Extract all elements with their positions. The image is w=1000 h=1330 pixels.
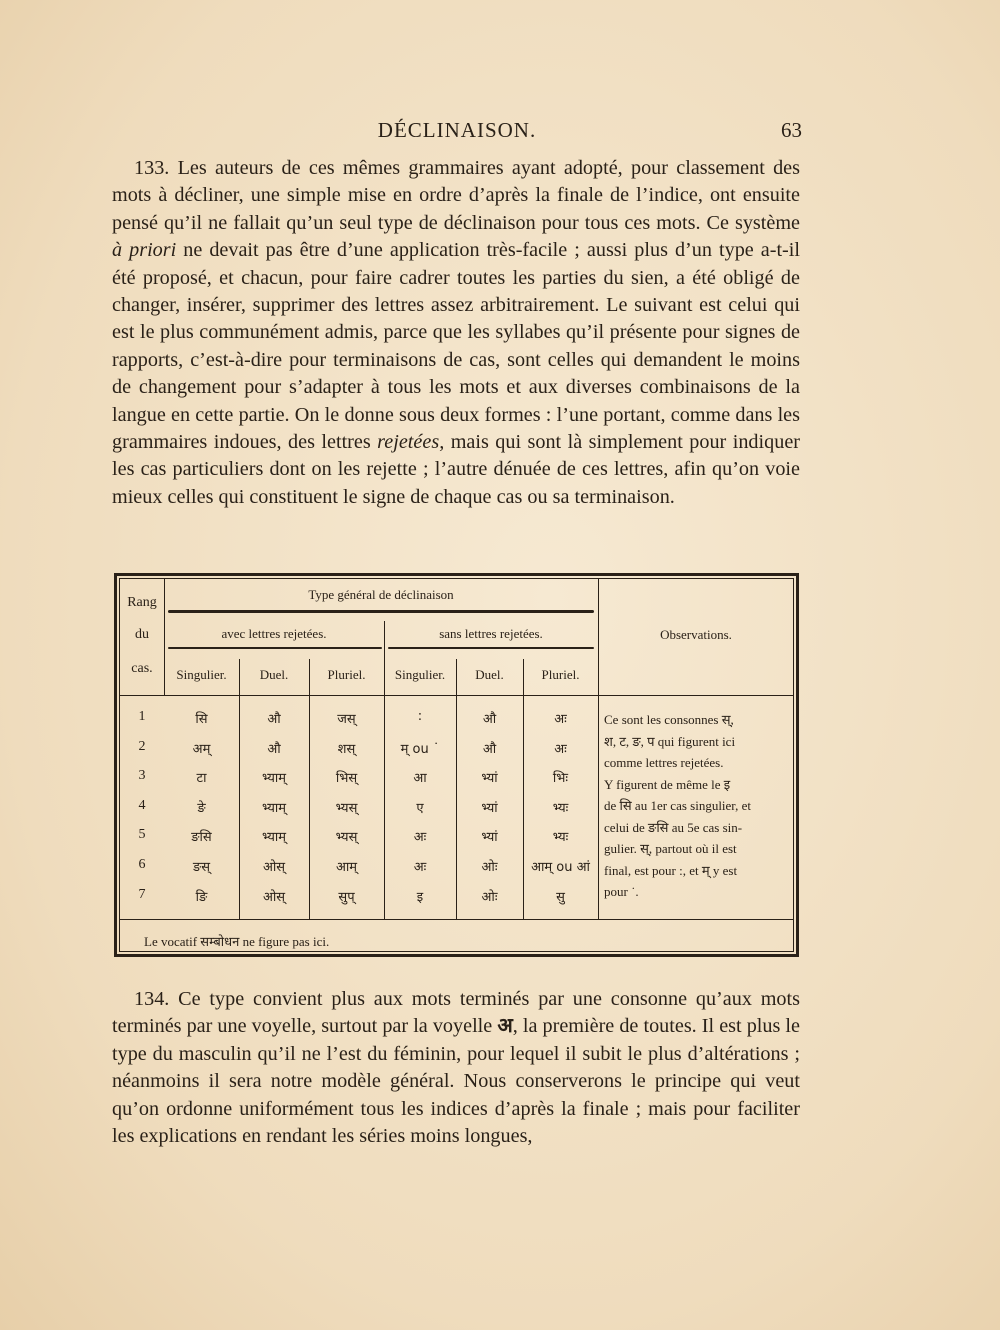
col-divider <box>239 659 240 919</box>
table-cell: शस् <box>337 742 356 757</box>
observation-line: श, ट, ङ, प qui figurent ici <box>604 733 736 749</box>
col-divider <box>523 659 524 919</box>
table-cell: औ <box>482 742 497 757</box>
table-cell: सु <box>556 890 565 905</box>
general-header: Type général de déclinaison <box>308 587 454 602</box>
table-cell: ङस् <box>192 860 211 875</box>
declension-table <box>114 573 799 957</box>
rank-number: 3 <box>138 768 146 783</box>
observation-line: celui de ङसि au 5e cas sin- <box>604 819 743 835</box>
page-number: 63 <box>781 118 802 142</box>
table-cell: जस् <box>337 712 356 727</box>
group-rule <box>168 647 382 649</box>
rank-number: 5 <box>138 827 146 842</box>
italic-text: à priori <box>112 239 177 262</box>
group-without-header: sans lettres rejetées. <box>439 626 543 641</box>
table-cell: औ <box>267 742 281 757</box>
table-cell: भ्यस् <box>335 830 358 845</box>
table-cell: ओस् <box>262 890 286 905</box>
running-title: DÉCLINAISON. <box>377 118 537 142</box>
table-cell: भिः <box>552 771 569 786</box>
col-divider <box>456 659 457 919</box>
table-cell: टा <box>196 771 207 786</box>
table-cell: भ्यः <box>552 801 569 816</box>
header-bottom-rule <box>120 695 794 696</box>
column-header: Duel. <box>475 667 504 682</box>
table-cell: सि <box>195 712 208 727</box>
table-cell: भ्यां <box>481 830 498 845</box>
table-cell: ङसि <box>191 830 212 845</box>
table-cell: ओः <box>481 890 498 905</box>
table-cell: ए <box>416 801 424 816</box>
table-cell: भ्यस् <box>335 801 358 816</box>
table-cell: ङि <box>195 890 208 905</box>
observation-line: comme lettres rejetées. <box>604 755 724 770</box>
rank-header: cas. <box>131 661 153 676</box>
column-header: Pluriel. <box>327 667 366 682</box>
observation-line: Ce sont les consonnes स्, <box>604 712 734 727</box>
table-cell: ओः <box>481 860 498 875</box>
rank-number: 2 <box>138 739 146 754</box>
table-cell: आम् <box>335 860 358 875</box>
observation-line: final, est pour :, et म् y est <box>604 862 738 878</box>
table-cell: भ्यः <box>552 830 569 845</box>
column-header: Duel. <box>259 667 289 682</box>
page-header <box>112 118 802 148</box>
observation-line: de सि au 1er cas singulier, et <box>604 798 751 813</box>
table-cell: इ <box>416 890 424 905</box>
rank-header: Rang <box>127 595 157 610</box>
column-header: Singulier. <box>176 667 227 682</box>
footnote-rule <box>120 919 794 920</box>
paragraph-text: mais qui sont là simplement pour indiquer les cas particuliers dont on les rejette ; l’autre dénuée de ces lettres, afin qu’on voie mieux celles qui constituent le signe de chaque cas ou sa terminaison. <box>112 431 801 508</box>
paragraph-number: 134. <box>134 988 170 1010</box>
col-divider <box>309 659 310 919</box>
table-cell: अः <box>413 830 427 845</box>
table-cell: आ <box>413 771 427 786</box>
table-cell: अः <box>413 860 427 875</box>
table-inner-border <box>119 578 794 952</box>
observation-line: pour ˙. <box>604 884 639 899</box>
paragraph-text: Ce type convient plus aux mots terminés par une consonne qu’aux mots terminés par une voyelle, surtout par la voyelle <box>112 988 800 1038</box>
table-cell: अः <box>554 742 567 757</box>
table-cell: ओस् <box>262 860 286 875</box>
table-cell: अम् <box>192 742 211 757</box>
table-cell: भिस् <box>335 771 358 786</box>
table-footnote: Le vocatif सम्बोधन ne figure pas ici. <box>144 934 330 949</box>
header-rule <box>168 610 594 613</box>
italic-text: rejetées, <box>377 431 445 454</box>
group-with-header: avec lettres rejetées. <box>221 626 327 641</box>
rank-number: 7 <box>138 887 146 902</box>
paragraph-text: ne devait pas être d’une application très-facile ; aussi plus d’un type a-t-il été proposé, et chacun, pour faire cadrer toutes les parties du sien, a été obligé de changer, insérer, supprimer des lettres assez arbitrairement. Le suivant est celui qui est le plus communément admis, parce que les syllabes qu’il présente pour signes de rapports, c’est-à-dire pour terminaisons de cas, sont celles qui demandent le moins de changement pour s’adapter à tous les mots et aux diverses combinaisons de la langue en cette partie. On le donne sous deux formes : l’une portant, comme dans les grammaires indoues, des lettres <box>112 239 800 454</box>
table-cell: भ्यां <box>481 771 498 786</box>
table-cell: म् ou ˙ <box>400 742 440 757</box>
table-cell: भ्याम् <box>261 830 287 845</box>
table-cell: अः <box>554 712 567 727</box>
observations-text <box>604 709 794 903</box>
table-cell: औ <box>267 712 281 727</box>
rank-header: du <box>135 627 149 642</box>
paragraph-text: Les auteurs de ces mêmes grammaires ayant adopté, pour classement des mots à décliner, une simple mise en ordre d’après la finale de l’indice, ont ensuite pensé qu’il ne fallait qu’un seul type de déclinaison pour tous ces mots. Ce système <box>112 157 800 234</box>
rank-number: 4 <box>138 798 146 813</box>
rank-number: 1 <box>138 709 146 724</box>
rank-number: 6 <box>138 857 146 872</box>
paragraph-number: 133. <box>134 157 170 179</box>
table-cell: ङे <box>197 801 206 816</box>
group-rule <box>388 647 594 649</box>
table-cell: औ <box>482 712 497 727</box>
table-cell: भ्याम् <box>261 771 287 786</box>
devanagari-vowel: अ <box>497 1015 513 1038</box>
paragraph-134 <box>112 986 800 1150</box>
table-cell: भ्यां <box>481 801 498 816</box>
column-header: Pluriel. <box>541 667 580 682</box>
table-cell: सुप् <box>338 890 355 905</box>
table-cell: भ्याम् <box>261 801 287 816</box>
table-cell: : <box>417 709 423 724</box>
paragraph-text: , la première de toutes. Il est plus le type du masculin qu’il ne l’est du féminin, pour lequel il subit le plus d’altérations ; néanmoins il sera notre modèle général. Nous conserverons le principe qui veut qu’on ordonne uniformément tous les indices d’après la finale ; mais pour faciliter les explications en rendant les séries moins longues, <box>112 1015 800 1148</box>
observation-line: gulier. स्, partout où il est <box>604 841 737 856</box>
observations-header: Observations. <box>660 627 732 642</box>
observation-line: Y figurent de même le इ <box>604 776 731 792</box>
column-header: Singulier. <box>394 667 446 682</box>
table-cell: आम् ou आं <box>531 860 590 875</box>
paragraph-133 <box>112 155 800 511</box>
